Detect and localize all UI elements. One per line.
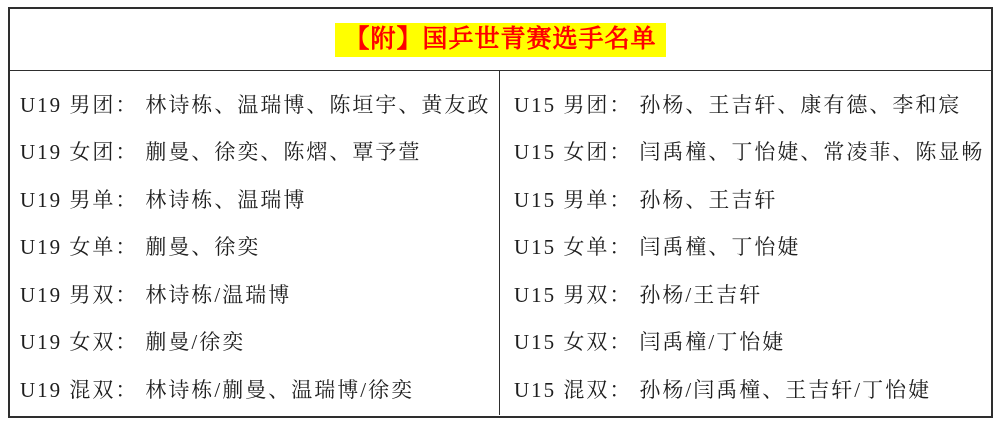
event-label: U19 男单： [20,187,139,212]
roster-row-u19-women-doubles [20,318,499,366]
player-list: 蒯曼、徐奕 [145,235,261,260]
roster-table [8,7,993,418]
event-label: U15 男双： [514,282,633,307]
page-title: 【附】国乒世青赛选手名单 [344,25,657,53]
roster-row-u15-mixed-doubles [514,365,991,413]
column-u15 [500,71,991,415]
roster-row-u15-men-team [514,80,991,128]
table-header [10,9,991,71]
player-list: 闫禹橦、丁怡婕、常凌菲、陈显畅 [639,140,985,165]
roster-row-u15-women-singles [514,223,991,271]
event-label: U15 混双： [514,377,633,402]
player-list: 蒯曼/徐奕 [145,330,246,355]
event-label: U15 男团： [514,92,633,117]
roster-row-u15-men-singles [514,175,991,223]
roster-row-u15-women-doubles [514,318,991,366]
title-highlight [335,23,665,57]
event-label: U15 男单： [514,187,633,212]
roster-row-u15-men-doubles [514,270,991,318]
roster-row-u19-women-team [20,128,499,176]
player-list: 林诗栋/温瑞博 [145,282,292,307]
player-list: 林诗栋/蒯曼、温瑞博/徐奕 [145,377,415,402]
player-list: 孙杨/王吉轩 [639,282,763,307]
player-list: 闫禹橦/丁怡婕 [639,330,786,355]
roster-row-u15-women-team [514,128,991,176]
player-list: 蒯曼、徐奕、陈熠、覃予萱 [145,140,422,165]
roster-row-u19-mixed-doubles [20,365,499,413]
player-list: 孙杨/闫禹橦、王吉轩/丁怡婕 [639,377,932,402]
event-label: U19 女双： [20,330,139,355]
event-label: U19 女团： [20,140,139,165]
column-u19 [10,71,500,415]
table-body [10,71,991,415]
event-label: U19 男团： [20,92,139,117]
roster-row-u19-men-singles [20,175,499,223]
roster-row-u19-women-singles [20,223,499,271]
event-label: U15 女单： [514,235,633,260]
event-label: U15 女双： [514,330,633,355]
event-label: U15 女团： [514,140,633,165]
player-list: 林诗栋、温瑞博 [145,187,307,212]
roster-row-u19-men-doubles [20,270,499,318]
event-label: U19 女单： [20,235,139,260]
player-list: 孙杨、王吉轩、康有德、李和宸 [639,92,962,117]
player-list: 林诗栋、温瑞博、陈垣宇、黄友政 [145,92,491,117]
player-list: 孙杨、王吉轩 [639,187,778,212]
event-label: U19 男双： [20,282,139,307]
roster-row-u19-men-team [20,80,499,128]
event-label: U19 混双： [20,377,139,402]
player-list: 闫禹橦、丁怡婕 [639,235,801,260]
